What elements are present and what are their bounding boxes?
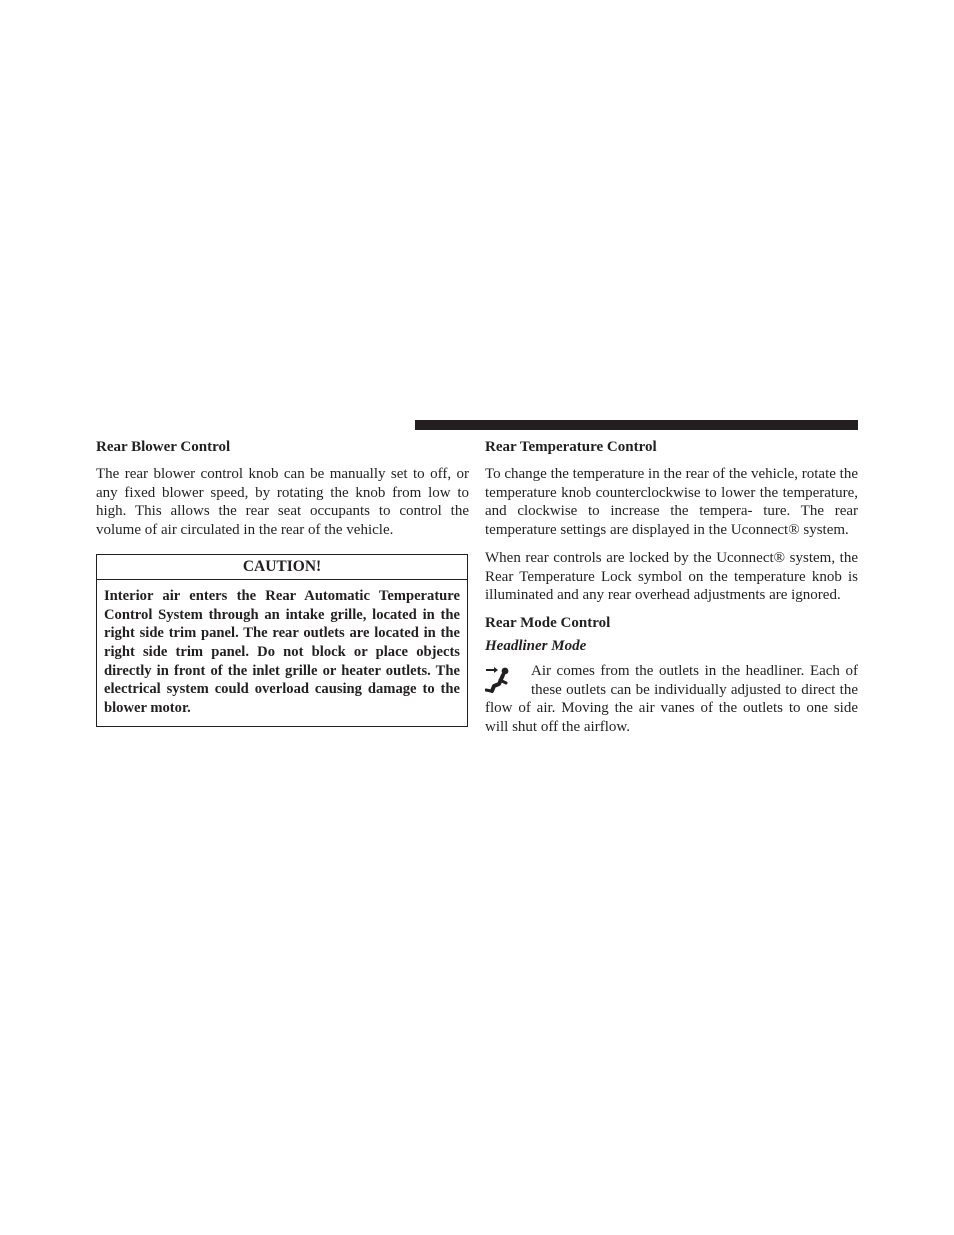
headliner-mode-block: [485, 662, 858, 737]
rear-blower-control-text: The rear blower control knob can be manually set to off, or any fixed blower speed, by rotating the knob from low to high. This allows the rear seat occupants to control the volume of air circulated in the rear of the vehicle.: [96, 466, 469, 539]
caution-text: Interior air enters the Rear Automatic Temperature Control System through an intake grille, located in the right side trim panel. The rear outlets are located in the right side trim panel. Do not block or place objects directly in front of the inlet grille or heater outlets. The electrical system could overload causing damage to the blower motor.: [104, 587, 460, 717]
left-column: [96, 438, 469, 727]
section-header-bar: [415, 420, 858, 430]
rear-mode-control-heading: Rear Mode Control: [485, 614, 611, 631]
right-column: [485, 438, 858, 746]
rear-blower-control-heading: Rear Blower Control: [96, 439, 231, 455]
headliner-mode-icon: [485, 664, 519, 698]
rear-temperature-control-text: To change the temperature in the rear of the vehicle, rotate the temperature knob counterclockwise to lower the temperature, and clockwise to increase the tempera- ture. The rear temperature settings are displayed in the Uconnect® system.: [485, 466, 858, 539]
caution-box: [96, 554, 468, 727]
rear-temperature-control-heading: Rear Temperature Control: [485, 439, 657, 455]
rear-temperature-lock-text: When rear controls are locked by the Uconnect® system, the Rear Temperature Lock symbol on the temperature knob is illuminated and any rear overhead adjustments are ignored.: [485, 549, 858, 604]
headliner-mode-subheading: Headliner Mode: [485, 637, 587, 654]
caution-title: CAUTION!: [97, 555, 467, 580]
headliner-mode-text: Air comes from the outlets in the headliner. Each of these outlets can be individually adjusted to direct the flow of air. Moving the air vanes of the outlets to one side will shut off the airflow.: [485, 662, 858, 736]
